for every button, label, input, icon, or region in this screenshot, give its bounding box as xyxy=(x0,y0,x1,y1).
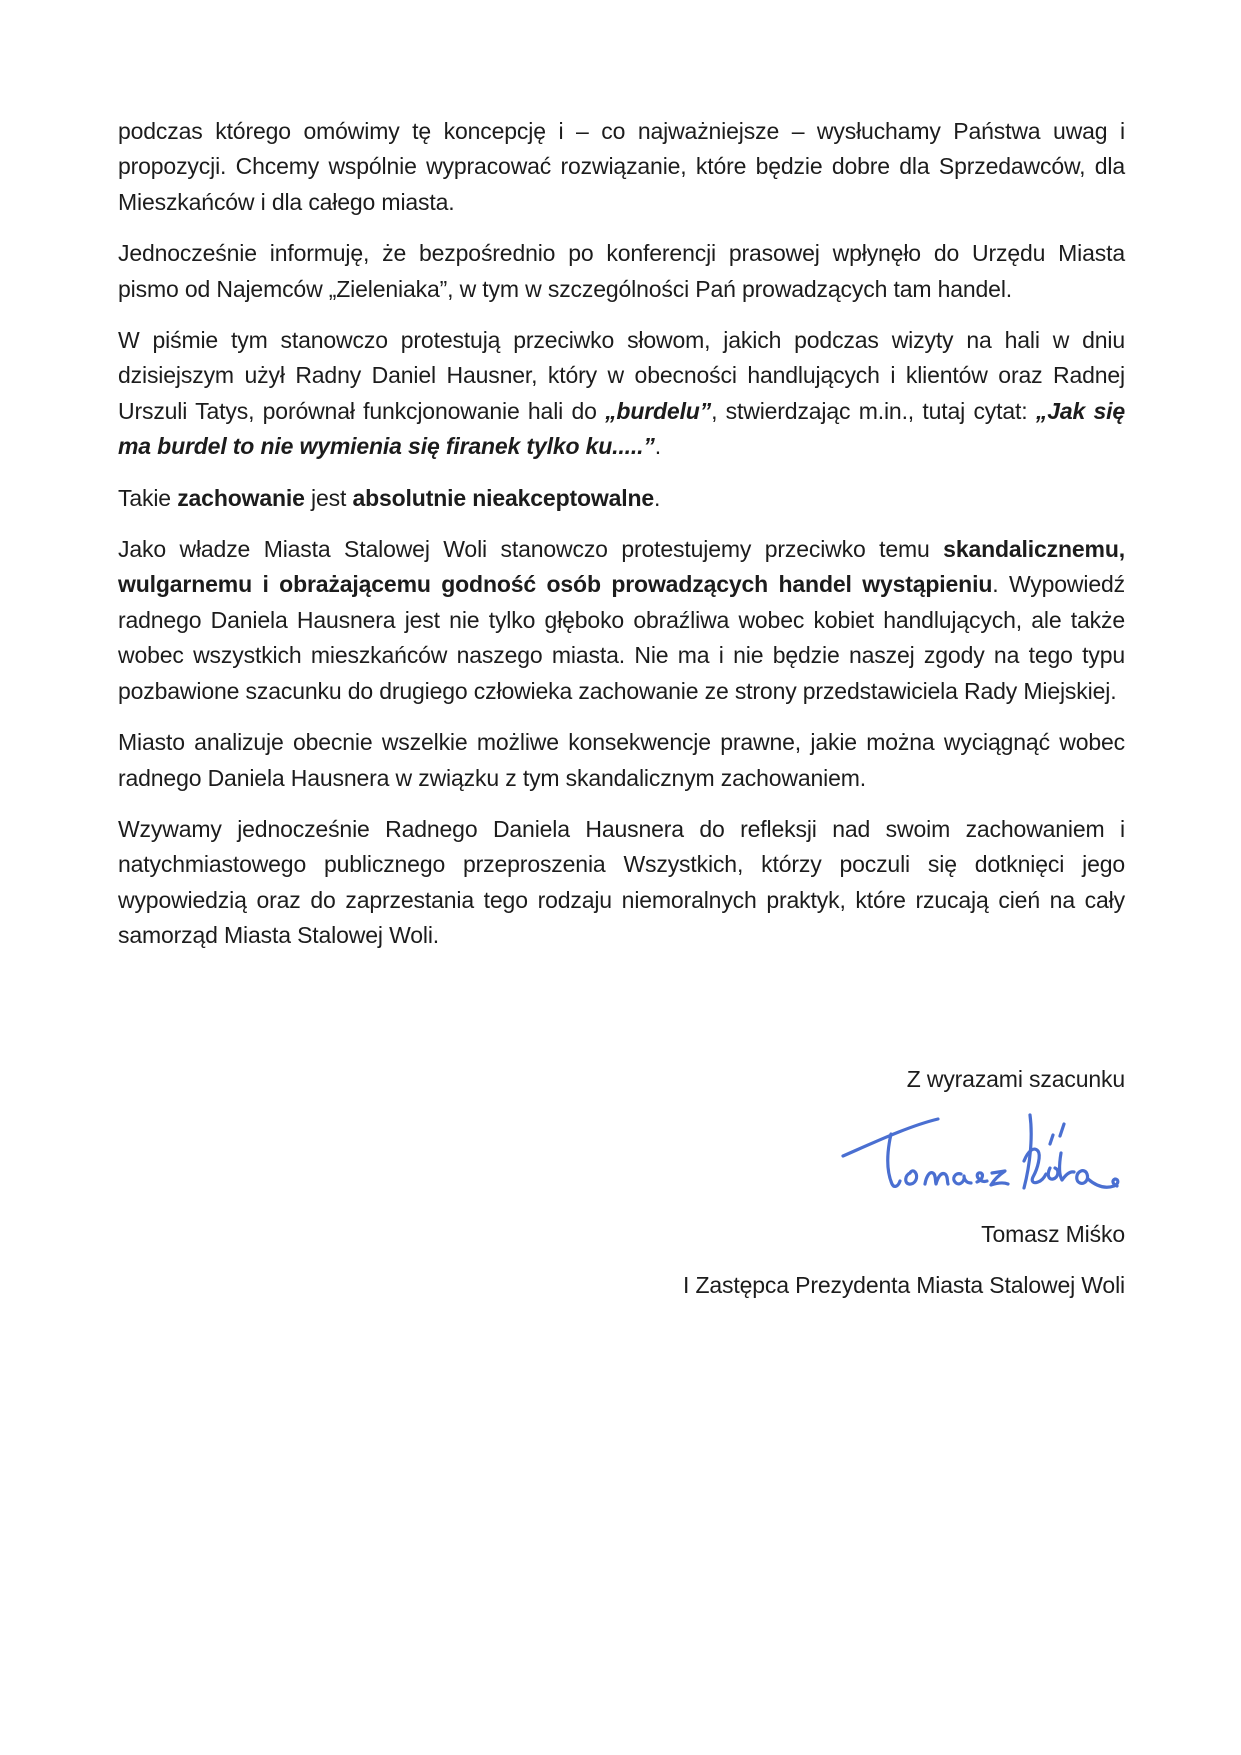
text-run: . xyxy=(654,484,661,511)
signature-stroke xyxy=(925,1173,948,1184)
signature-stroke xyxy=(1060,1124,1064,1136)
text-run: podczas którego omówimy tę koncepcję i – co najważniejsze – wysłuchamy Państwa uwag i propozycji. Chcemy wspólnie wypracować rozwiązanie, które będzie dobre dla Sprzedawców, dla Mieszkańców i dla całego miasta. xyxy=(118,118,1125,215)
letter-body xyxy=(118,114,1125,954)
handwritten-signature-image xyxy=(839,1109,1131,1205)
signature-stroke xyxy=(1060,1153,1074,1180)
text-run: Jako władze Miasta Stalowej Woli stanowczo protestujemy przeciwko temu xyxy=(118,536,944,563)
signature-ink xyxy=(843,1115,1118,1188)
signature-area xyxy=(118,1109,1125,1205)
text-run: Wzywamy jednocześnie Radnego Daniela Hausnera do refleksji nad swoim zachowaniem i natychmiastowego publicznego przeproszenia Wszystkich, którzy poczuli się dotknięci jego wypowiedzią oraz do zaprzestania tego rodzaju niemoralnych praktyk, które rzucają cień na cały samorząd Miasta Stalowej Woli. xyxy=(118,815,1125,949)
paragraph xyxy=(118,725,1125,796)
paragraph xyxy=(118,114,1125,220)
signature-stroke xyxy=(991,1171,1008,1185)
signature-stroke xyxy=(1077,1171,1088,1184)
signer-title: I Zastępca Prezydenta Miasta Stalowej Woli xyxy=(683,1272,1125,1299)
signature-stroke xyxy=(906,1171,917,1184)
paragraph xyxy=(118,481,1125,516)
text-run: W piśmie tym stanowczo protestują przeciwko słowom, jakich podczas wizyty na hali w dniu dzisiejszym użył Radny Daniel Hausner, który w obecności handlujących i klientów oraz Radnej Urszuli Tatys, porównał funkcjonowanie hali do xyxy=(118,327,1125,424)
signoff-text: Z wyrazami szacunku xyxy=(906,1065,1125,1092)
text-run: Jednocześnie informuję, że bezpośrednio po konferencji prasowej wpłynęło do Urzędu Miasta pismo od Najemców „Zieleniaka”, w tym w szczególności Pań prowadzących tam handel. xyxy=(118,240,1125,302)
signature-stroke xyxy=(1050,1135,1053,1144)
signature-stroke xyxy=(977,1173,987,1182)
paragraph xyxy=(118,532,1125,709)
signature-stroke xyxy=(1048,1168,1058,1179)
signature-stroke xyxy=(1088,1179,1118,1187)
signature-stroke xyxy=(954,1174,971,1184)
text-run: . xyxy=(654,433,661,460)
paragraph xyxy=(118,812,1125,954)
text-run: Miasto analizuje obecnie wszelkie możliwe konsekwencje prawne, jakie można wyciągnąć wobec radnego Daniela Hausnera w związku z tym skandalicznym zachowaniem. xyxy=(118,729,1125,791)
text-run: . Wypowiedź radnego Daniela Hausnera jest nie tylko głęboko obraźliwa wobec kobiet handlujących, ale także wobec wszystkich mieszkańców naszego miasta. Nie ma i nie będzie naszej zgody na tego typu pozbawione szacunku do drugiego człowieka zachowanie ze strony przedstawiciela Rady Miejskiej. xyxy=(118,571,1125,704)
text-run: „Jak się ma burdel to nie wymienia się firanek tylko ku.....” xyxy=(118,397,1125,460)
closing-block xyxy=(118,1062,1125,1304)
text-run: Takie xyxy=(118,484,178,511)
text-run: , stwierdzając m.in., tutaj cytat: xyxy=(711,397,1036,424)
text-run: jest xyxy=(304,484,353,511)
text-run: zachowanie xyxy=(177,484,305,511)
text-run: „burdelu” xyxy=(605,397,712,424)
text-run: absolutnie nieakceptowalne xyxy=(352,484,655,511)
signer-name: Tomasz Miśko xyxy=(981,1220,1125,1247)
text-run: skandalicznemu, wulgarnemu i obrażającemu godność osób prowadzących handel wystąpieniu xyxy=(118,536,1125,598)
signature-stroke xyxy=(888,1134,900,1186)
paragraph xyxy=(118,323,1125,465)
paragraph xyxy=(118,236,1125,307)
